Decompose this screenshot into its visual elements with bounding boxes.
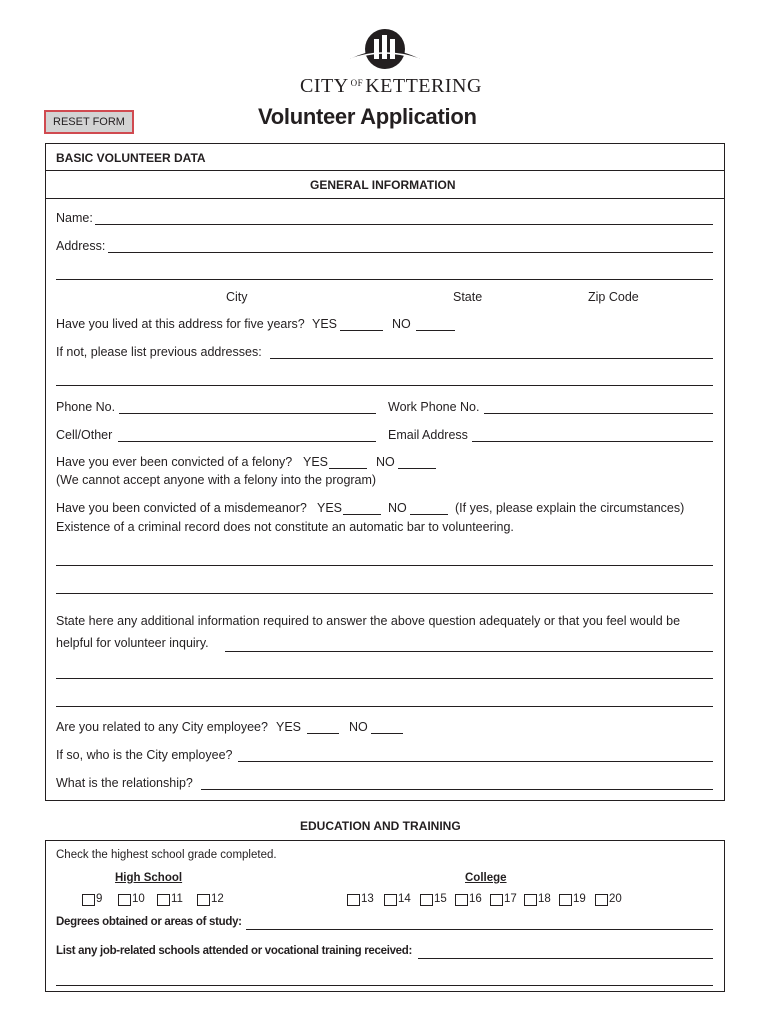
logo-city: CITY xyxy=(300,75,349,97)
lived-question: Have you lived at this address for five years? xyxy=(56,317,305,331)
misdemeanor-question: Have you been convicted of a misdemeanor? xyxy=(56,501,307,515)
grade-19-checkbox[interactable] xyxy=(559,894,572,906)
additional-info-field[interactable] xyxy=(225,638,713,652)
city-employee-field[interactable] xyxy=(238,748,713,762)
lived-yes-field[interactable] xyxy=(340,317,383,331)
grade-19-label: 19 xyxy=(573,893,586,905)
felony-question: Have you ever been convicted of a felony? xyxy=(56,455,293,469)
general-info-header: GENERAL INFORMATION xyxy=(310,178,456,192)
basic-volunteer-header: BASIC VOLUNTEER DATA xyxy=(56,151,206,165)
schools-line-2-field[interactable] xyxy=(56,972,713,986)
felony-no-label: NO xyxy=(376,455,395,469)
additional-info-text-1: State here any additional information required to answer the above question adequately or that you feel would be xyxy=(56,614,681,628)
related-question: Are you related to any City employee? xyxy=(56,720,268,734)
city-label: City xyxy=(226,290,248,304)
grade-9-label: 9 xyxy=(96,893,103,905)
grade-10-label: 10 xyxy=(132,893,145,905)
degrees-field[interactable] xyxy=(246,916,713,930)
related-no-field[interactable] xyxy=(371,720,403,734)
address-line-2-field[interactable] xyxy=(56,266,713,280)
reset-form-button[interactable]: RESET FORM xyxy=(44,110,134,134)
divider xyxy=(45,198,725,199)
logo-of: OF xyxy=(350,78,364,88)
grade-15-label: 15 xyxy=(434,893,447,905)
grade-16-checkbox[interactable] xyxy=(455,894,468,906)
related-yes-label: YES xyxy=(276,720,302,734)
grade-17-checkbox[interactable] xyxy=(490,894,503,906)
grade-12-label: 12 xyxy=(211,893,224,905)
city-logo xyxy=(296,25,482,97)
misdemeanor-yes-label: YES xyxy=(317,501,343,515)
schools-field[interactable] xyxy=(418,945,713,959)
related-no-label: NO xyxy=(349,720,368,734)
grade-13-checkbox[interactable] xyxy=(347,894,360,906)
misdemeanor-no-field[interactable] xyxy=(410,501,448,515)
grade-20-label: 20 xyxy=(609,893,622,905)
email-label: Email Address xyxy=(388,428,468,442)
previous-addresses-label: If not, please list previous addresses: xyxy=(56,345,262,359)
felony-note: (We cannot accept anyone with a felony into the program) xyxy=(56,473,377,487)
phone-label: Phone No. xyxy=(56,400,116,414)
additional-info-line-2[interactable] xyxy=(56,665,713,679)
cell-field[interactable] xyxy=(118,428,376,442)
name-label: Name: xyxy=(56,211,93,225)
degrees-label: Degrees obtained or areas of study: xyxy=(56,916,242,928)
grade-10-checkbox[interactable] xyxy=(118,894,131,906)
page-title: Volunteer Application xyxy=(258,104,477,129)
address-field[interactable] xyxy=(108,239,713,253)
grade-9-checkbox[interactable] xyxy=(82,894,95,906)
grade-18-checkbox[interactable] xyxy=(524,894,537,906)
grade-13-label: 13 xyxy=(361,893,374,905)
additional-info-line-3[interactable] xyxy=(56,693,713,707)
logo-kettering: KETTERING xyxy=(365,75,482,97)
grade-14-checkbox[interactable] xyxy=(384,894,397,906)
high-school-heading: High School xyxy=(115,872,183,884)
grade-14-label: 14 xyxy=(398,893,411,905)
education-header: EDUCATION AND TRAINING xyxy=(300,819,461,833)
grade-16-label: 16 xyxy=(469,893,482,905)
lived-yes-label: YES xyxy=(312,317,338,331)
grade-18-label: 18 xyxy=(538,893,551,905)
criminal-record-note: Existence of a criminal record does not constitute an automatic bar to volunteering. xyxy=(56,520,514,534)
grade-20-checkbox[interactable] xyxy=(595,894,608,906)
work-phone-field[interactable] xyxy=(484,400,713,414)
lived-no-field[interactable] xyxy=(416,317,455,331)
misdemeanor-yes-field[interactable] xyxy=(343,501,381,515)
city-employee-label: If so, who is the City employee? xyxy=(56,748,233,762)
felony-yes-field[interactable] xyxy=(329,455,367,469)
grade-11-label: 11 xyxy=(171,893,183,905)
relationship-label: What is the relationship? xyxy=(56,776,193,790)
felony-no-field[interactable] xyxy=(398,455,436,469)
schools-label: List any job-related schools attended or vocational training received: xyxy=(56,945,413,957)
zip-label: Zip Code xyxy=(588,290,639,304)
previous-addresses-field[interactable] xyxy=(270,345,713,359)
misdemeanor-explain-note: (If yes, please explain the circumstances) xyxy=(455,501,685,515)
lived-no-label: NO xyxy=(392,317,411,331)
grade-17-label: 17 xyxy=(504,893,517,905)
grade-instruction: Check the highest school grade completed. xyxy=(56,849,277,861)
misdemeanor-no-label: NO xyxy=(388,501,407,515)
related-yes-field[interactable] xyxy=(307,720,339,734)
email-field[interactable] xyxy=(472,428,713,442)
additional-info-text-2: helpful for volunteer inquiry. xyxy=(56,636,209,650)
felony-yes-label: YES xyxy=(303,455,329,469)
work-phone-label: Work Phone No. xyxy=(388,400,480,414)
previous-addresses-line-2-field[interactable] xyxy=(56,372,713,386)
grade-11-checkbox[interactable] xyxy=(157,894,170,906)
grade-15-checkbox[interactable] xyxy=(420,894,433,906)
misdemeanor-explanation-line-1[interactable] xyxy=(56,552,713,566)
misdemeanor-explanation-line-2[interactable] xyxy=(56,580,713,594)
grade-12-checkbox[interactable] xyxy=(197,894,210,906)
state-label: State xyxy=(453,290,483,304)
city-emblem-icon xyxy=(296,25,474,71)
divider xyxy=(45,170,725,171)
college-heading: College xyxy=(465,872,507,884)
relationship-field[interactable] xyxy=(201,776,713,790)
name-field[interactable] xyxy=(95,211,713,225)
address-label: Address: xyxy=(56,239,106,253)
phone-field[interactable] xyxy=(119,400,376,414)
cell-label: Cell/Other xyxy=(56,428,113,442)
logo-wordmark xyxy=(300,72,482,97)
